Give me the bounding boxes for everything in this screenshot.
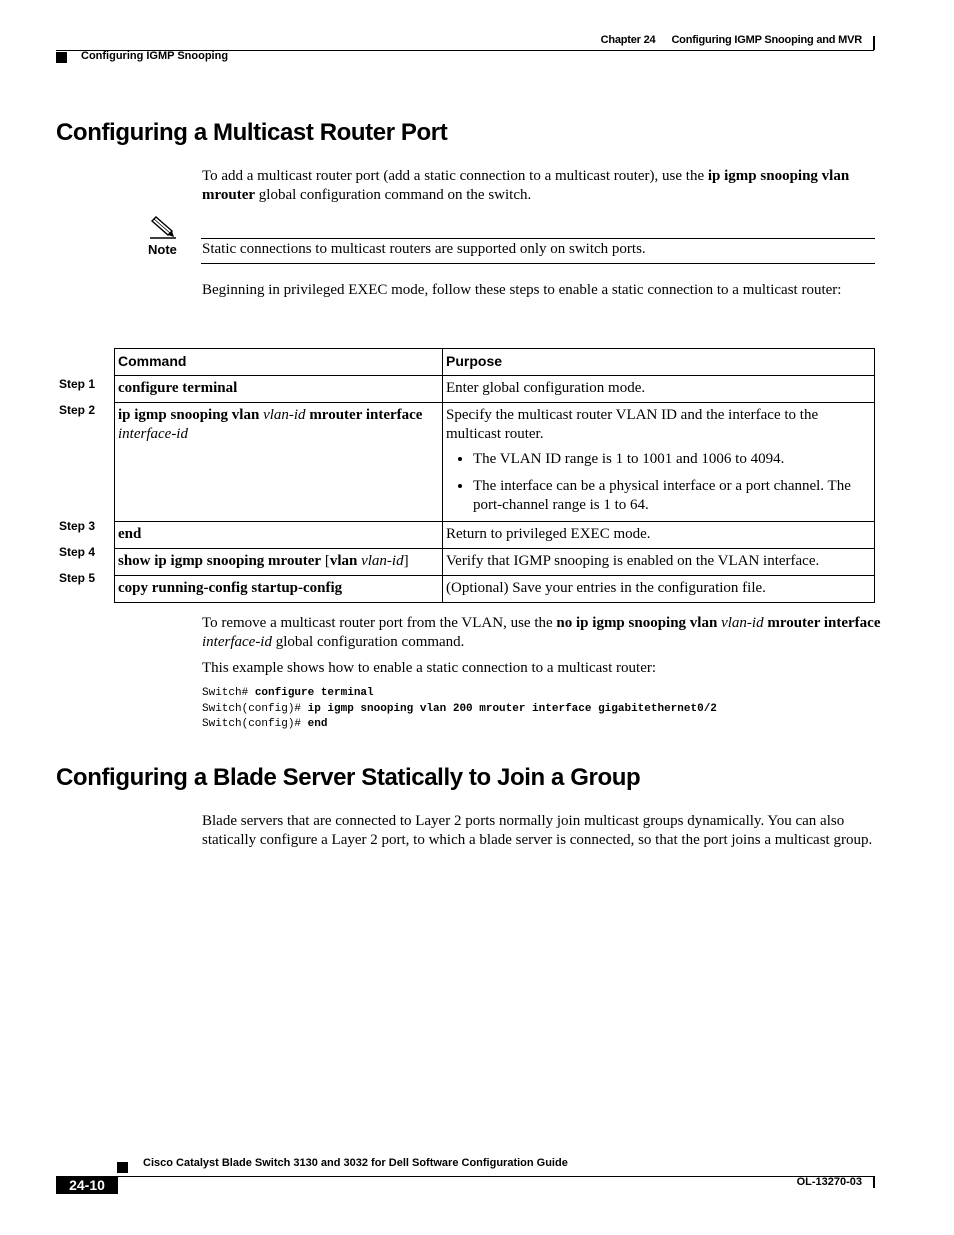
table-row	[115, 403, 875, 522]
command-text: mrouter interface	[309, 407, 423, 423]
section-title: Configuring a Blade Server Statically to Join a Group	[56, 764, 641, 791]
purpose-cell: (Optional) Save your entries in the configuration file.	[443, 576, 875, 603]
purpose-bullets	[446, 450, 871, 515]
note-rule-bottom	[201, 263, 875, 264]
step-label: Step 3	[59, 519, 96, 533]
intro-command: ip igmp snooping vlan mrouter	[202, 168, 850, 203]
header-chapter	[601, 34, 862, 46]
step-label: Step 5	[59, 571, 96, 585]
code-prompt: Switch(config)#	[202, 718, 308, 730]
command-text: configure terminal	[118, 380, 238, 396]
footer-rule	[117, 1176, 874, 1177]
code-prompt: Switch#	[202, 687, 255, 699]
intro-text-end: global configuration command on the switch.	[255, 187, 532, 203]
command-text: show ip igmp snooping mrouter	[118, 553, 322, 569]
bracket: ]	[403, 553, 409, 569]
command-arg: interface-id	[118, 426, 188, 442]
footer-tick	[873, 1176, 875, 1188]
bracket: [	[324, 553, 330, 569]
remove-paragraph	[202, 614, 882, 652]
code-prompt: Switch(config)#	[202, 702, 308, 715]
remove-command: mrouter interface	[767, 615, 881, 631]
purpose-cell	[443, 403, 875, 522]
command-text: vlan	[329, 553, 358, 569]
step-label: Step 1	[59, 377, 96, 391]
table-row	[115, 522, 875, 549]
code-line	[202, 687, 374, 699]
purpose-cell: Verify that IGMP snooping is enabled on the VLAN interface.	[443, 549, 875, 576]
note-text: Static connections to multicast routers are supported only on switch ports.	[202, 241, 646, 257]
remove-arg: vlan-id	[721, 615, 764, 631]
page-number: 24-10	[56, 1176, 118, 1194]
header-tick	[873, 36, 875, 50]
table-row	[115, 576, 875, 603]
remove-text: To remove a multicast router port from the VLAN, use the	[202, 615, 557, 631]
code-line	[202, 703, 717, 715]
doc-number: OL-13270-03	[796, 1176, 862, 1188]
section-title: Configuring a Multicast Router Port	[56, 119, 448, 146]
footer-marker	[117, 1162, 128, 1173]
command-text: copy running-config startup-config	[118, 580, 343, 596]
table-row	[115, 376, 875, 403]
intro-text: To add a multicast router port (add a static connection to a multicast router), use the	[202, 168, 708, 184]
column-header-purpose: Purpose	[443, 349, 875, 376]
command-cell	[115, 376, 443, 403]
header-marker	[56, 52, 67, 63]
note-rule-top	[201, 238, 875, 239]
blade-paragraph: Blade servers that are connected to Layer 2 ports normally join multicast groups dynamically. You can also statically configure a Layer 2 port, to which a blade server is connected, so that the port joins a multicast group.	[202, 813, 873, 848]
column-header-command: Command	[115, 349, 443, 376]
lead-paragraph: Beginning in privileged EXEC mode, follow these steps to enable a static connection to a multicast router:	[202, 282, 842, 298]
bullet-item: • The interface can be a physical interface or a port channel. The port-channel range is 1 to 64.	[473, 477, 871, 515]
table-header-row	[115, 349, 875, 376]
footer-book-title: Cisco Catalyst Blade Switch 3130 and 3032 for Dell Software Configuration Guide	[143, 1157, 568, 1169]
note-label: Note	[148, 242, 177, 257]
step-label: Step 4	[59, 545, 96, 559]
pencil-note-icon	[148, 214, 178, 240]
remove-text-end: global configuration command.	[271, 634, 465, 650]
code-command: configure terminal	[254, 687, 374, 699]
command-cell	[115, 576, 443, 603]
example-lead: This example shows how to enable a static connection to a multicast router:	[202, 660, 657, 676]
command-arg: vlan-id	[361, 553, 404, 569]
chapter-title: Configuring IGMP Snooping and MVR	[671, 34, 862, 46]
chapter-number: Chapter 24	[600, 34, 656, 46]
command-text: end	[118, 526, 142, 542]
remove-command: no ip igmp snooping vlan	[556, 615, 718, 631]
command-cell	[115, 522, 443, 549]
code-line	[202, 718, 327, 730]
command-arg: vlan-id	[263, 407, 306, 423]
remove-arg: interface-id	[202, 634, 272, 650]
command-cell	[115, 549, 443, 576]
step-label: Step 2	[59, 403, 96, 417]
steps-table	[114, 348, 875, 603]
code-command: ip igmp snooping vlan 200 mrouter interface gigabitethernet0/2	[307, 702, 717, 715]
code-example	[202, 686, 717, 733]
bullet-item: • The VLAN ID range is 1 to 1001 and 1006 to 4094.	[473, 450, 871, 469]
purpose-cell: Return to privileged EXEC mode.	[443, 522, 875, 549]
header-section: Configuring IGMP Snooping	[81, 50, 229, 62]
table-row	[115, 549, 875, 576]
purpose-cell: Enter global configuration mode.	[443, 376, 875, 403]
command-text: ip igmp snooping vlan	[118, 407, 260, 423]
command-cell	[115, 403, 443, 522]
code-command: end	[307, 718, 328, 730]
purpose-text: Specify the multicast router VLAN ID and the interface to the multicast router.	[446, 407, 819, 442]
intro-paragraph	[202, 167, 882, 205]
